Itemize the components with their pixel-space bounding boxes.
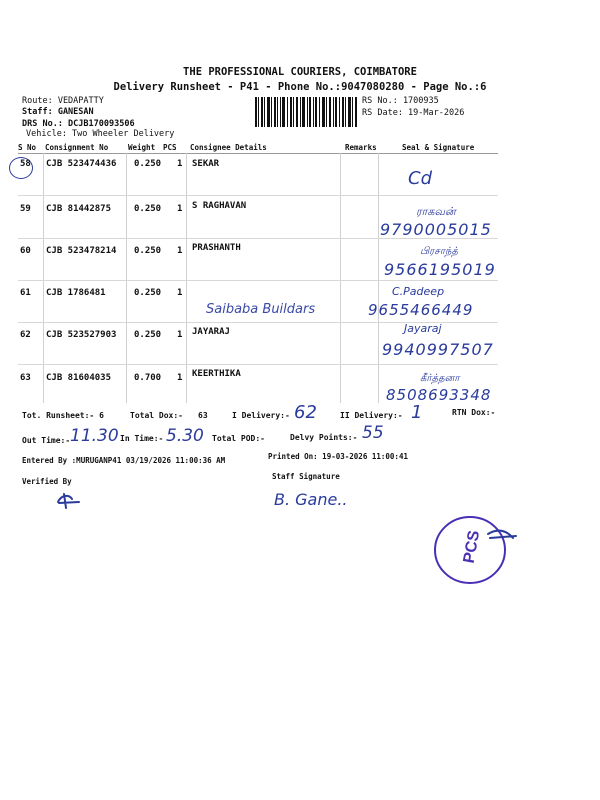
drs-info: DRS No.: DCJB170093506 — [22, 119, 135, 129]
row-consignee: KEERTHIKA — [192, 369, 241, 379]
i-delivery-label: I Delivery:- — [232, 411, 290, 420]
in-time-value: 5.30 — [166, 426, 204, 446]
row-sno: 63 — [20, 373, 31, 383]
staff-info: Staff: GANESAN — [22, 107, 94, 117]
delvy-points-value: 55 — [362, 423, 384, 443]
total-pod-label: Total POD:- — [212, 434, 265, 443]
col-weight: Weight — [128, 143, 156, 152]
staff-signature-label: Staff Signature — [272, 472, 340, 481]
row-weight: 0.250 — [134, 288, 162, 298]
ii-delivery-label: II Delivery:- — [340, 411, 403, 420]
i-delivery-value: 62 — [294, 402, 317, 423]
row-phone: 9940997507 — [382, 340, 494, 359]
col-pcs: PCS — [163, 143, 177, 152]
row-weight: 0.250 — [134, 159, 162, 169]
row-pcs: 1 — [177, 204, 183, 214]
row-signature: ராகவன் — [416, 205, 456, 218]
row-weight: 0.250 — [134, 246, 162, 256]
row-signature: C.Padeep — [392, 285, 445, 298]
row-sno: 59 — [20, 204, 31, 214]
row-pcs: 1 — [177, 373, 183, 383]
row-signature: Jayaraj — [404, 322, 442, 335]
printed-on: Printed On: 19-03-2026 11:00:41 — [268, 452, 408, 461]
row-signature: பிரசாந்த் — [420, 246, 458, 257]
col-sno: S No — [18, 143, 37, 152]
row-sno: 62 — [20, 330, 31, 340]
row-phone: 9566195019 — [384, 260, 496, 279]
row-sno: 58 — [20, 159, 31, 169]
row-consignee: S RAGHAVAN — [192, 201, 247, 211]
row-weight: 0.250 — [134, 330, 162, 340]
rs-number: RS No.: 1700935 — [362, 96, 439, 106]
row-consignment: CJB 523527903 — [46, 330, 117, 340]
verified-signature — [55, 491, 81, 513]
row-consignment: CJB 523478214 — [46, 246, 117, 256]
entered-by: Entered By :MURUGANP41 03/19/2026 11:00:36 AM — [22, 456, 226, 465]
col-remarks: Remarks — [345, 143, 377, 152]
row-sno: 61 — [20, 288, 31, 298]
row-consignment: CJB 523474436 — [46, 159, 117, 169]
row-pcs: 1 — [177, 288, 183, 298]
col-consignment: Consignment No — [45, 143, 109, 152]
out-time-label: Out Time:- — [22, 436, 71, 445]
row-weight: 0.250 — [134, 204, 162, 214]
delvy-points-label: Delvy Points:- — [290, 433, 358, 442]
row-pcs: 1 — [177, 330, 183, 340]
stamp-text: PCS — [460, 529, 484, 565]
row-signature: Cd — [408, 168, 432, 189]
verified-by-label: Verified By — [22, 477, 72, 486]
row-pcs: 1 — [177, 159, 183, 169]
staff-signature-handwriting: B. Gane.. — [274, 490, 348, 509]
row-consignee: SEKAR — [192, 159, 220, 169]
vehicle-info: Vehicle: Two Wheeler Delivery — [26, 129, 175, 139]
row-phone: 9655466449 — [368, 301, 474, 319]
col-seal-signature: Seal & Signature — [402, 143, 475, 152]
row-signature: கீர்த்தனா — [420, 373, 460, 384]
col-consignee: Consignee Details — [190, 143, 267, 152]
row-pcs: 1 — [177, 246, 183, 256]
ii-delivery-value: 1 — [411, 402, 423, 423]
total-dox-label: Total Dox:- — [130, 411, 183, 420]
row-consignee: PRASHANTH — [192, 243, 241, 253]
row-consignee: Saibaba Buildars — [206, 302, 316, 317]
in-time-label: In Time:- — [120, 434, 164, 443]
total-dox-value: 63 — [198, 411, 208, 420]
runsheet-subtitle: Delivery Runsheet - P41 - Phone No.:9047080280 - Page No.:6 — [113, 81, 487, 93]
barcode-graphic — [255, 97, 357, 127]
barcode — [255, 97, 357, 127]
route-info: Route: VEDAPATTY — [22, 96, 104, 106]
company-title: THE PROFESSIONAL COURIERS, COIMBATORE — [183, 66, 417, 78]
row-phone: 9790005015 — [380, 220, 492, 239]
row-weight: 0.700 — [134, 373, 162, 383]
company-stamp — [428, 508, 518, 588]
row-phone: 8508693348 — [386, 386, 492, 404]
row-consignment: CJB 81442875 — [46, 204, 112, 214]
row-consignment: CJB 81604035 — [46, 373, 112, 383]
rtn-dox-label: RTN Dox:- — [452, 408, 496, 417]
tot-runsheet: Tot. Runsheet:- 6 — [22, 411, 104, 420]
out-time-value: 11.30 — [70, 426, 119, 446]
row-sno: 60 — [20, 246, 31, 256]
rs-date: RS Date: 19-Mar-2026 — [362, 108, 465, 118]
verified-signature-mark — [55, 491, 81, 509]
row-consignee: JAYARAJ — [192, 327, 230, 337]
row-consignment: CJB 1786481 — [46, 288, 106, 298]
